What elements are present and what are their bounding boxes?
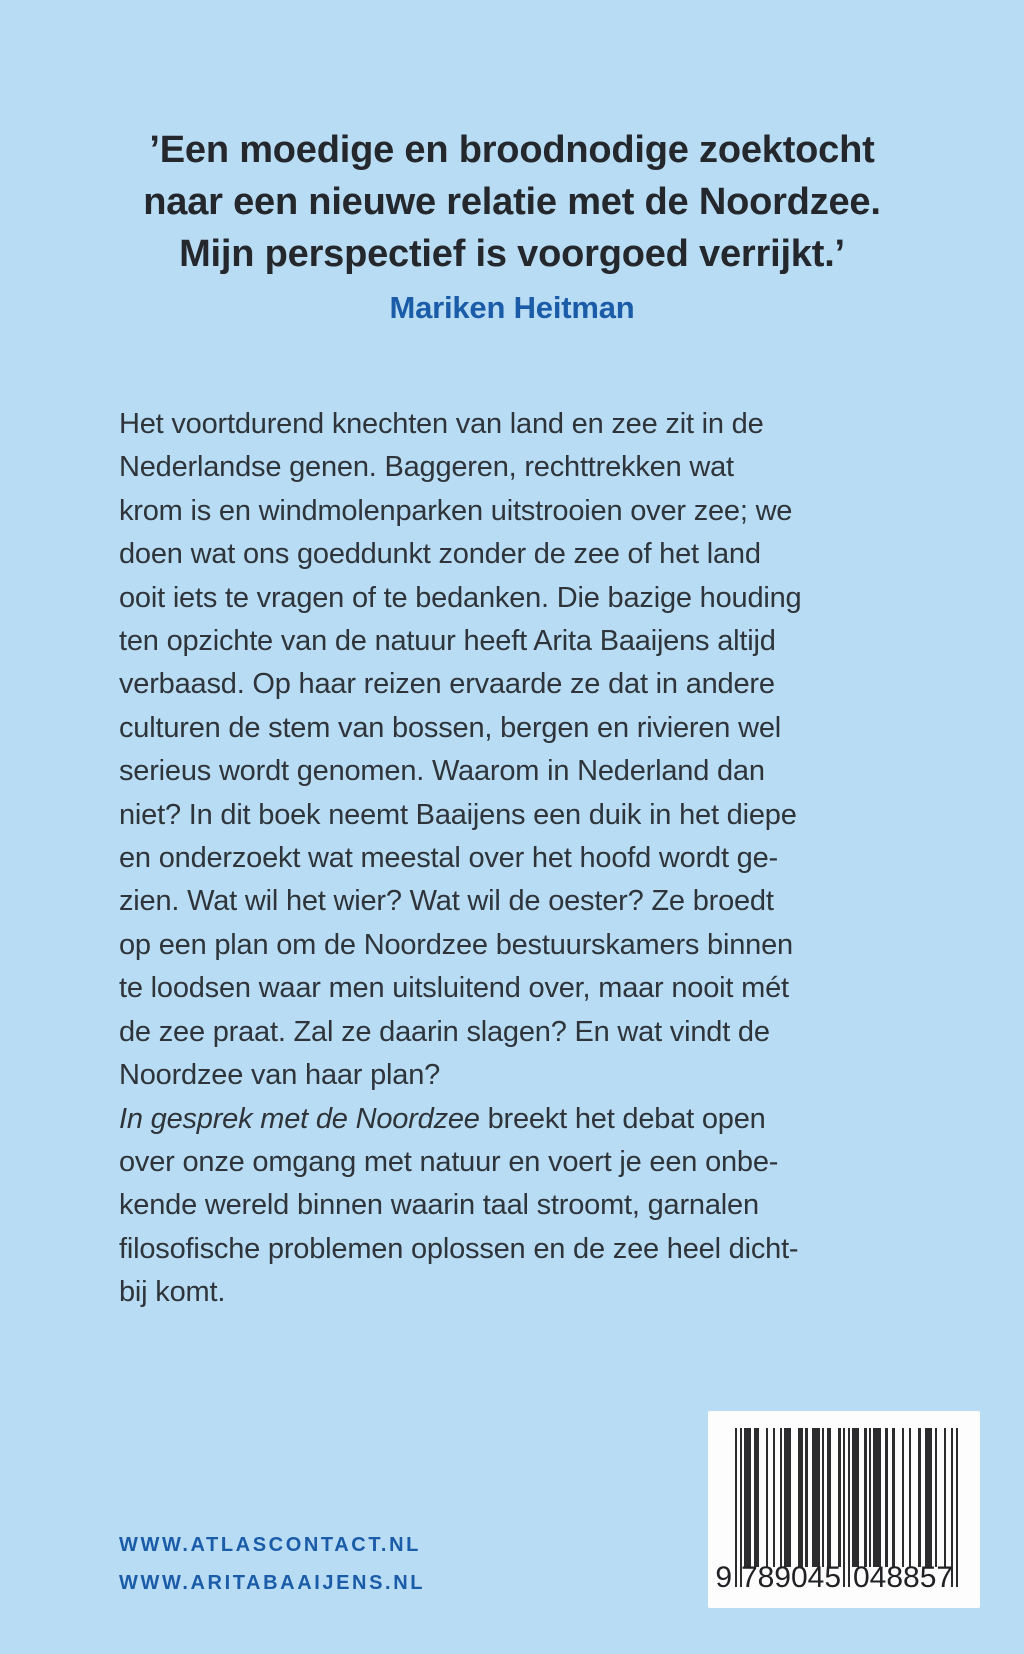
barcode-bar [838, 1428, 840, 1567]
body-line: niet? In dit boek neemt Baaijens een duik in het diepe [119, 798, 797, 831]
barcode-bar [878, 1428, 880, 1567]
body-line: ooit iets te vragen of te bedanken. Die bazige houding [119, 581, 802, 614]
barcode-bar [930, 1428, 932, 1567]
barcode-bar [749, 1428, 751, 1567]
barcode-bar [935, 1428, 937, 1567]
barcode-bar [789, 1428, 791, 1567]
barcode-bar [780, 1428, 782, 1567]
book-title-italic: In gesprek met de Noordzee [119, 1102, 480, 1135]
quote-line: Mijn perspectief is voorgoed verrijkt.’ [179, 233, 845, 275]
barcode [708, 1411, 980, 1608]
body-line: zien. Wat wil het wier? Wat wil de oester? Ze broedt [119, 885, 774, 918]
barcode-bar [857, 1428, 859, 1567]
body-line: op een plan om de Noordzee bestuurskamers binnen [119, 928, 793, 961]
body-text [119, 403, 917, 1315]
barcode-digit-group-left: 789045 [740, 1561, 842, 1594]
barcode-bar [944, 1428, 946, 1567]
body-line: In gesprek met de Noordzee breekt het debat open [119, 1102, 766, 1135]
quote-line: naar een nieuwe relatie met de Noordzee. [143, 181, 881, 223]
barcode-digit-group-right: 048857 [853, 1561, 954, 1594]
barcode-digit-group-prefix: 9 [715, 1561, 732, 1594]
barcode-bar [766, 1428, 768, 1567]
body-line: krom is en windmolenparken uitstrooien over zee; we [119, 494, 793, 527]
barcode-bar [829, 1428, 831, 1567]
barcode-bar [909, 1428, 911, 1567]
barcode-bar [885, 1428, 887, 1567]
quote-line: ’Een moedige en broodnodige zoektocht [149, 129, 875, 171]
body-line: bij komt. [119, 1276, 226, 1309]
body-line: Het voortdurend knechten van land en zee zit in de [119, 408, 764, 440]
body-line: kende wereld binnen waarin taal stroomt, garnalen [119, 1189, 759, 1222]
body-line: doen wat ons goeddunkt zonder de zee of het land [119, 538, 761, 571]
barcode-bar [864, 1428, 866, 1567]
review-quote [112, 124, 912, 328]
body-line: te loodsen waar men uitsluitend over, maar nooit mét [119, 972, 789, 1005]
barcode-bar [801, 1428, 803, 1567]
body-line: Nederlandse genen. Baggeren, rechttrekken wat [119, 451, 734, 484]
barcode-bar [902, 1428, 904, 1567]
barcode-bar [805, 1428, 807, 1567]
barcode-bar [817, 1428, 819, 1567]
barcode-bar [869, 1428, 871, 1567]
body-line: ten opzichte van de natuur heeft Arita Baaijens altijd [119, 625, 776, 658]
quote-attribution: Mariken Heitman [389, 290, 635, 325]
quote-lines [112, 124, 912, 280]
barcode-number [708, 1561, 980, 1597]
barcode-bar [773, 1428, 775, 1567]
barcode-bar [892, 1428, 894, 1567]
body-line: serieus wordt genomen. Waarom in Nederland dan [119, 755, 765, 788]
body-line: over onze omgang met natuur en voert je een onbe- [119, 1145, 779, 1178]
body-line: culturen de stem van bossen, bergen en rivieren wel [119, 711, 782, 744]
body-line: verbaasd. Op haar reizen ervaarde ze dat in andere [119, 668, 775, 701]
body-line: Noordzee van haar plan? [119, 1059, 441, 1092]
author-url: WWW.ARITABAAIJENS.NL [119, 1572, 426, 1594]
body-line: de zee praat. Zal ze daarin slagen? En wat vindt de [119, 1015, 770, 1048]
publisher-url: WWW.ATLASCONTACT.NL [119, 1534, 421, 1556]
body-line: filosofische problemen oplossen en de zee heel dicht- [119, 1232, 799, 1265]
barcode-bar [822, 1428, 824, 1567]
barcode-bar [918, 1428, 920, 1567]
body-line: en onderzoekt wat meestal over het hoofd wordt ge- [119, 842, 778, 875]
barcode-bar [756, 1428, 758, 1567]
